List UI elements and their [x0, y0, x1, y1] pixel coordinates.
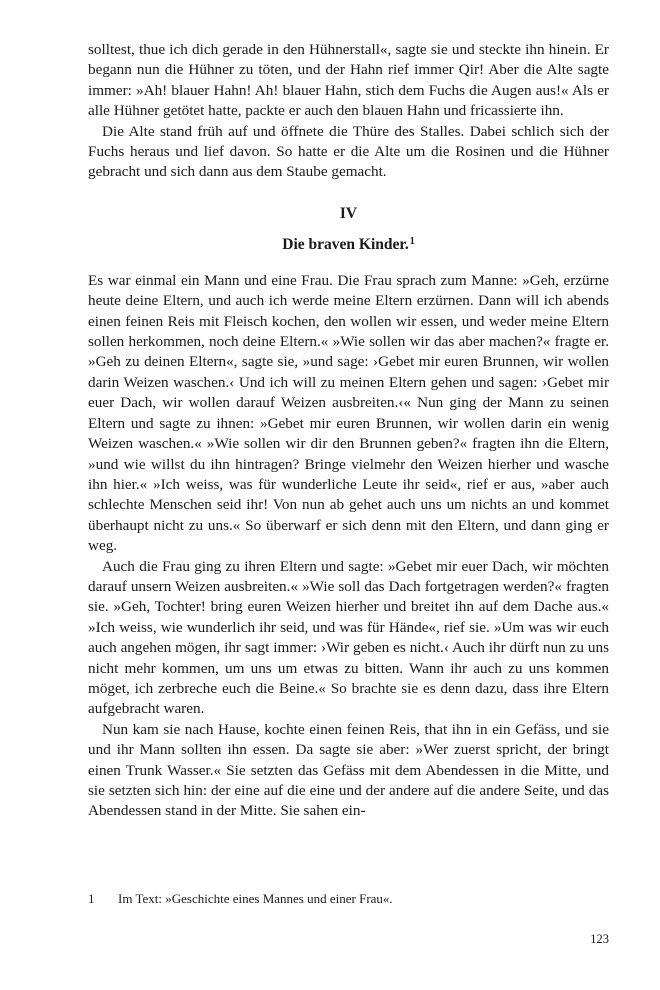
footnote-reference: 1: [409, 235, 415, 247]
paragraph: Es war einmal ein Mann und eine Frau. Die Frau sprach zum Manne: »Geh, erzürne heute deine Eltern, und auch ich werde meine Eltern erzürnen. Dann will ich abends einen feinen Reis mit Fleisch kochen, den wollen wir essen, und weder meine Eltern sollen herkommen, noch deine Eltern.« »Wie sollen wir das aber machen?« fragte er. »Geh zu deinen Eltern«, sagte sie, »und sage: ›Gebet mir euren Brunnen, wir wollen darin Weizen waschen.‹ Und ich will zu meinen Eltern gehen und sagen: ›Gebet mir euer Dach, wir wollen darauf Weizen ausbreiten.‹« Nun ging der Mann zu seinen Eltern und sagte zu ihnen: »Gebet mir euren Brunnen, wir wollen darin ein wenig Weizen waschen.« »Wie sollen wir dir den Brunnen geben?« fragten ihn die Eltern, »und wie willst du ihn hintragen? Bringe vielmehr den Weizen hierher und wasche ihn hier.« »Ich weiss, was für wunderliche Leute ihr seid«, rief er aus, »aber auch schlechte Menschen seid ihr! Von nun ab gehet auch uns um nichts an und kommet überhaupt nicht zu uns.« So überwarf er sich denn mit den Eltern, und dann ging er weg.: [88, 271, 609, 555]
footnote-text: Im Text: »Geschichte eines Mannes und einer Frau«.: [118, 891, 393, 906]
footnote-number: 1: [88, 891, 95, 906]
chapter-number: IV: [339, 204, 358, 222]
page-body: [88, 40, 609, 822]
paragraph: solltest, thue ich dich gerade in den Hühnerstall«, sagte sie und steckte ihn hinein. Er begann nun die Hühner zu töten, und der Hahn rief immer Qir! Aber die Alte sagte immer: »Ah! blauer Hahn! Ah! blauer Hahn, stich dem Fuchs die Augen aus!« Als er alle Hühner getötet hatte, packte er auch den blauen Hahn und fricassierte ihn.: [88, 41, 609, 120]
chapter-title: [88, 235, 609, 255]
page-number: 123: [590, 932, 609, 946]
footnote: [88, 890, 609, 908]
chapter-title-text: Die braven Kinder.: [282, 235, 409, 253]
paragraph: Nun kam sie nach Hause, kochte einen feinen Reis, that ihn in ein Gefäss, und sie und ihr Mann sollten ihn essen. Da sagte sie aber: »Wer zuerst spricht, der bringt einen Trunk Wasser.« Sie setzten das Gefäss mit dem Abendessen in die Mitte, und sie setzten sich hin: der eine auf die eine und der andere auf die andere Seite, und das Abendessen stand in der Mitte. Sie sahen ein-: [88, 720, 609, 820]
paragraph: Auch die Frau ging zu ihren Eltern und sagte: »Gebet mir euer Dach, wir möchten darauf unsern Weizen ausbreiten.« »Wie soll das Dach fortgetragen werden?« fragten sie. »Geh, Tochter! bring euren Weizen hierher und breitet ihn auf dem Dache aus.« »Ich weiss, wie wunderlich ihr seid, und was für Hände«, rief sie. »Um was wir euch auch angehen mögen, ihr sagt immer: ›Wir geben es nicht.‹ Auch ihr dürft nun zu uns nicht mehr kommen, um uns um etwas zu bitten. Wann ihr auch zu uns kommen möget, ich zerbreche euch die Beine.« So brachte sie es denn dazu, dass ihre Eltern aufgebracht waren.: [88, 557, 609, 718]
paragraph: Die Alte stand früh auf und öffnete die Thüre des Stalles. Dabei schlich sich der Fuchs heraus und lief davon. So hatte er die Alte um die Rosinen und die Hühner gebracht und sich dann aus dem Staube gemacht.: [88, 122, 609, 181]
